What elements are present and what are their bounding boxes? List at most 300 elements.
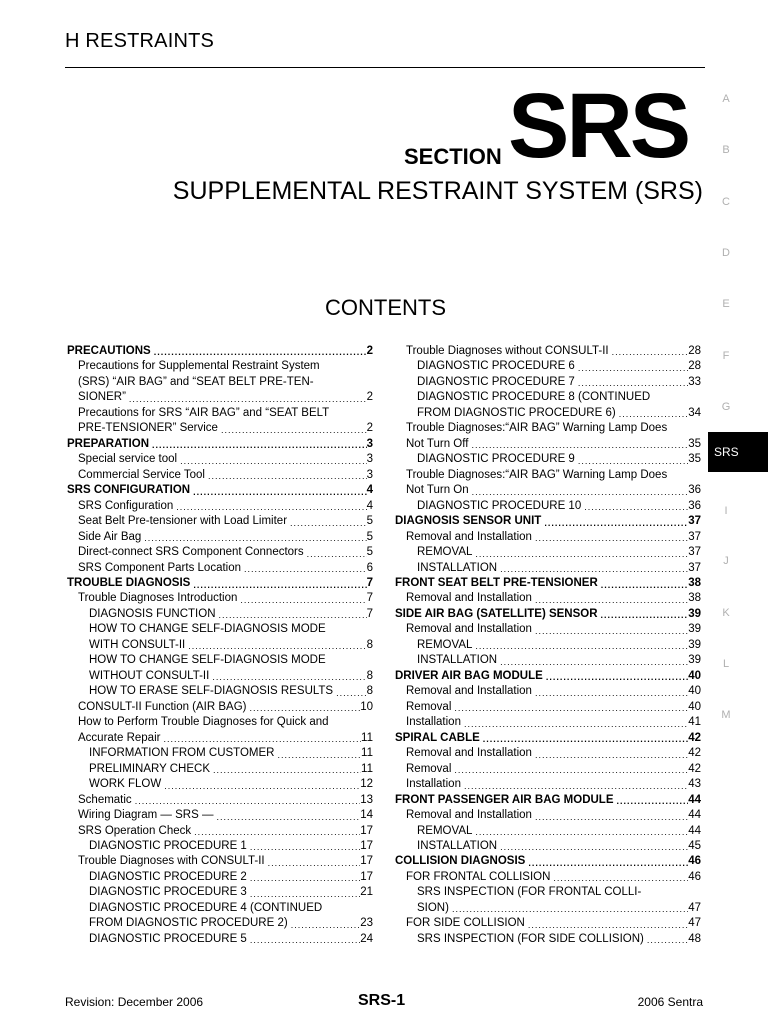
toc-entry-page: 42 bbox=[688, 731, 701, 744]
toc-entry-page: 44 bbox=[688, 809, 701, 822]
toc-entry[interactable] bbox=[67, 514, 373, 529]
toc-entry[interactable] bbox=[67, 762, 373, 777]
toc-leader-dots bbox=[614, 794, 689, 808]
toc-entry-text: Precautions for SRS “AIR BAG” and “SEAT BELT bbox=[78, 406, 330, 419]
toc-entry-text: WORK FLOW bbox=[89, 778, 162, 791]
toc-entry[interactable] bbox=[395, 421, 701, 436]
toc-entry-text: SION) bbox=[417, 901, 449, 914]
toc-leader-dots bbox=[126, 392, 367, 406]
toc-entry-page: 8 bbox=[366, 669, 373, 682]
toc-entry[interactable] bbox=[67, 530, 373, 545]
toc-entry-page: 5 bbox=[366, 546, 373, 559]
toc-entry-page: 10 bbox=[360, 700, 373, 713]
toc-entry-text: Removal and Installation bbox=[406, 592, 532, 605]
toc-entry-page: 3 bbox=[366, 468, 373, 481]
toc-leader-dots bbox=[575, 376, 688, 390]
toc-entry[interactable] bbox=[395, 746, 701, 761]
toc-leader-dots bbox=[532, 624, 688, 638]
toc-entry-text: Removal bbox=[406, 700, 452, 713]
toc-entry-text: HOW TO ERASE SELF-DIAGNOSIS RESULTS bbox=[89, 685, 334, 698]
toc-leader-dots bbox=[581, 500, 688, 514]
toc-entry-text: Not Turn On bbox=[406, 484, 469, 497]
contents-title: CONTENTS bbox=[325, 295, 446, 320]
toc-leader-dots bbox=[191, 825, 360, 839]
toc-entry[interactable] bbox=[67, 793, 373, 808]
toc-leader-dots bbox=[247, 840, 360, 854]
toc-entry-page: 45 bbox=[688, 839, 701, 852]
toc-entry[interactable] bbox=[395, 793, 701, 808]
toc-entry-text: Wiring Diagram — SRS — bbox=[78, 809, 214, 822]
toc-entry[interactable] bbox=[67, 607, 373, 622]
toc-leader-dots bbox=[213, 810, 360, 824]
side-index-tab-m[interactable]: M bbox=[721, 709, 731, 721]
side-index-tab-c[interactable]: C bbox=[722, 196, 730, 208]
toc-entry[interactable] bbox=[67, 545, 373, 560]
toc-entry-page: 38 bbox=[688, 592, 701, 605]
toc-entry[interactable] bbox=[395, 468, 701, 483]
toc-entry-text: How to Perform Trouble Diagnoses for Quick and bbox=[78, 716, 329, 729]
toc-entry[interactable] bbox=[67, 622, 373, 637]
toc-entry-text: SIONER” bbox=[78, 391, 126, 404]
toc-entry-text: REMOVAL bbox=[417, 824, 473, 837]
toc-entry-text: Removal bbox=[406, 762, 452, 775]
toc-entry[interactable] bbox=[67, 731, 373, 746]
toc-entry-text: SPIRAL CABLE bbox=[395, 731, 480, 744]
toc-entry-page: 35 bbox=[688, 453, 701, 466]
toc-entry[interactable] bbox=[395, 390, 701, 405]
toc-entry[interactable] bbox=[395, 777, 701, 792]
toc-entry[interactable] bbox=[395, 452, 701, 467]
toc-leader-dots bbox=[575, 361, 688, 375]
toc-entry[interactable] bbox=[395, 499, 701, 514]
toc-entry-text: Installation bbox=[406, 716, 461, 729]
toc-entry-page: 35 bbox=[688, 437, 701, 450]
toc-leader-dots bbox=[616, 407, 688, 421]
toc-entry[interactable] bbox=[395, 870, 701, 885]
toc-entry-page: 34 bbox=[688, 406, 701, 419]
header-rule bbox=[65, 67, 705, 68]
toc-leader-dots bbox=[210, 763, 361, 777]
toc-entry-page: 44 bbox=[688, 824, 701, 837]
toc-entry-page: 4 bbox=[366, 499, 373, 512]
toc-entry[interactable] bbox=[67, 916, 373, 931]
toc-entry-page: 3 bbox=[366, 453, 373, 466]
toc-entry-text: DIAGNOSTIC PROCEDURE 2 bbox=[89, 870, 247, 883]
toc-entry-page: 2 bbox=[366, 422, 373, 435]
toc-entry-page: 47 bbox=[688, 917, 701, 930]
toc-entry-page: 33 bbox=[688, 375, 701, 388]
toc-entry-text: (SRS) “AIR BAG” and “SEAT BELT PRE-TEN- bbox=[78, 375, 314, 388]
toc-entry[interactable] bbox=[395, 514, 701, 529]
toc-entry-page: 5 bbox=[366, 515, 373, 528]
toc-leader-dots bbox=[177, 454, 367, 468]
toc-entry[interactable] bbox=[67, 499, 373, 514]
toc-entry-page: 47 bbox=[688, 901, 701, 914]
toc-entry-page: 40 bbox=[688, 700, 701, 713]
toc-entry-page: 28 bbox=[688, 344, 701, 357]
toc-entry-page: 36 bbox=[688, 484, 701, 497]
toc-entry[interactable] bbox=[67, 359, 373, 374]
section-word: SECTION bbox=[404, 144, 502, 169]
toc-entry[interactable] bbox=[67, 715, 373, 730]
toc-entry[interactable] bbox=[67, 468, 373, 483]
toc-entry-page: 37 bbox=[688, 561, 701, 574]
toc-entry[interactable] bbox=[395, 638, 701, 653]
toc-entry-text: DIAGNOSTIC PROCEDURE 4 (CONTINUED bbox=[89, 901, 323, 914]
toc-entry-text: FOR SIDE COLLISION bbox=[406, 917, 525, 930]
toc-entry-text: CONSULT-II Function (AIR BAG) bbox=[78, 700, 247, 713]
toc-entry-text: Commercial Service Tool bbox=[78, 468, 205, 481]
toc-entry-text: INSTALLATION bbox=[417, 561, 498, 574]
toc-leader-dots bbox=[247, 887, 360, 901]
toc-entry-page: 44 bbox=[688, 793, 701, 806]
toc-entry[interactable] bbox=[395, 731, 701, 746]
toc-entry-text: TROUBLE DIAGNOSIS bbox=[67, 577, 191, 590]
header-title: H RESTRAINTS bbox=[65, 30, 215, 52]
toc-leader-dots bbox=[151, 345, 367, 359]
toc-entry[interactable] bbox=[395, 483, 701, 498]
toc-entry[interactable] bbox=[67, 808, 373, 823]
toc-leader-dots bbox=[304, 547, 367, 561]
toc-entry-page: 39 bbox=[688, 654, 701, 667]
toc-entry-page: 41 bbox=[688, 716, 701, 729]
footer-revision: Revision: December 2006 bbox=[65, 995, 204, 1009]
toc-leader-dots bbox=[532, 593, 688, 607]
side-index-tab-e[interactable]: E bbox=[722, 298, 730, 310]
toc-entry-text: SIDE AIR BAG (SATELLITE) SENSOR bbox=[395, 607, 598, 620]
toc-entry[interactable] bbox=[395, 932, 701, 947]
toc-entry[interactable] bbox=[395, 684, 701, 699]
toc-entry-page: 37 bbox=[688, 530, 701, 543]
toc-leader-dots bbox=[644, 933, 688, 947]
toc-leader-dots bbox=[173, 500, 366, 514]
toc-entry-text: INSTALLATION bbox=[417, 654, 498, 667]
toc-entry[interactable] bbox=[395, 622, 701, 637]
toc-entry-text: DIAGNOSTIC PROCEDURE 6 bbox=[417, 360, 575, 373]
toc-entry-text: DRIVER AIR BAG MODULE bbox=[395, 669, 543, 682]
toc-leader-dots bbox=[265, 856, 361, 870]
toc-entry-text: Installation bbox=[406, 778, 461, 791]
toc-entry[interactable] bbox=[67, 638, 373, 653]
toc-entry[interactable] bbox=[67, 824, 373, 839]
toc-entry[interactable] bbox=[67, 421, 373, 436]
toc-entry-text: DIAGNOSIS SENSOR UNIT bbox=[395, 515, 542, 528]
toc-entry-text: Removal and Installation bbox=[406, 747, 532, 760]
toc-entry[interactable] bbox=[395, 669, 701, 684]
toc-leader-dots bbox=[451, 763, 688, 777]
toc-entry-page: 43 bbox=[688, 778, 701, 791]
toc-leader-dots bbox=[209, 670, 366, 684]
toc-entry[interactable] bbox=[395, 700, 701, 715]
toc-leader-dots bbox=[532, 810, 688, 824]
toc-leader-dots bbox=[190, 485, 367, 499]
toc-leader-dots bbox=[241, 562, 367, 576]
toc-leader-dots bbox=[333, 686, 366, 700]
toc-entry[interactable] bbox=[67, 700, 373, 715]
toc-entry-page: 6 bbox=[366, 561, 373, 574]
toc-entry-text: HOW TO CHANGE SELF-DIAGNOSIS MODE bbox=[89, 654, 326, 667]
toc-entry[interactable] bbox=[67, 854, 373, 869]
toc-entry-text: COLLISION DIAGNOSIS bbox=[395, 855, 526, 868]
toc-entry[interactable] bbox=[395, 916, 701, 931]
toc-entry-page: 40 bbox=[688, 685, 701, 698]
side-index-tab-a[interactable]: A bbox=[722, 93, 730, 105]
side-index-tab-k[interactable]: K bbox=[722, 607, 730, 619]
toc-entry-page: 42 bbox=[688, 747, 701, 760]
toc-entry-text: DIAGNOSTIC PROCEDURE 7 bbox=[417, 375, 575, 388]
toc-entry-text: Special service tool bbox=[78, 453, 178, 466]
toc-leader-dots bbox=[609, 345, 689, 359]
toc-leader-dots bbox=[218, 423, 367, 437]
toc-entry[interactable] bbox=[395, 576, 701, 591]
toc-entry-text: DIAGNOSTIC PROCEDURE 1 bbox=[89, 839, 247, 852]
toc-leader-dots bbox=[598, 608, 689, 622]
toc-entry-page: 14 bbox=[360, 809, 373, 822]
toc-leader-dots bbox=[237, 593, 366, 607]
toc-leader-dots bbox=[468, 438, 688, 452]
toc-entry[interactable] bbox=[67, 684, 373, 699]
toc-leader-dots bbox=[461, 717, 688, 731]
toc-entry-page: 39 bbox=[688, 607, 701, 620]
toc-entry[interactable] bbox=[67, 437, 373, 452]
toc-entry-text: Direct-connect SRS Component Connectors bbox=[78, 546, 304, 559]
toc-entry-text: DIAGNOSTIC PROCEDURE 8 (CONTINUED bbox=[417, 391, 651, 404]
toc-entry-page: 11 bbox=[361, 762, 373, 775]
toc-entry-text: DIAGNOSTIC PROCEDURE 3 bbox=[89, 886, 247, 899]
toc-leader-dots bbox=[161, 779, 360, 793]
toc-entry-text: SRS Component Parts Location bbox=[78, 561, 242, 574]
toc-entry[interactable] bbox=[395, 607, 701, 622]
toc-entry-page: 2 bbox=[366, 344, 373, 357]
toc-entry-text: Seat Belt Pre-tensioner with Load Limiter bbox=[78, 515, 288, 528]
toc-entry[interactable] bbox=[67, 561, 373, 576]
side-index-tab-g[interactable]: G bbox=[721, 401, 731, 413]
side-index-tab-f[interactable]: F bbox=[722, 350, 730, 362]
toc-entry-page: 8 bbox=[366, 638, 373, 651]
toc-leader-dots bbox=[541, 516, 688, 530]
toc-entry-text: WITH CONSULT-II bbox=[89, 638, 186, 651]
toc-leader-dots bbox=[550, 871, 688, 885]
toc-entry-page: 37 bbox=[688, 515, 701, 528]
toc-entry-text: PREPARATION bbox=[67, 437, 149, 450]
toc-leader-dots bbox=[216, 608, 367, 622]
toc-entry[interactable] bbox=[395, 437, 701, 452]
side-index-tab-d[interactable]: D bbox=[722, 247, 730, 259]
toc-entry-text: WITHOUT CONSULT-II bbox=[89, 669, 210, 682]
toc-entry-page: 40 bbox=[688, 669, 701, 682]
toc-entry-text: FRONT PASSENGER AIR BAG MODULE bbox=[395, 793, 614, 806]
toc-entry[interactable] bbox=[67, 592, 373, 607]
toc-entry[interactable] bbox=[395, 715, 701, 730]
toc-entry[interactable] bbox=[395, 359, 701, 374]
toc-entry-text: HOW TO CHANGE SELF-DIAGNOSIS MODE bbox=[89, 623, 326, 636]
toc-leader-dots bbox=[461, 779, 688, 793]
footer-model: 2006 Sentra bbox=[637, 995, 703, 1009]
toc-leader-dots bbox=[132, 794, 361, 808]
toc-entry[interactable] bbox=[395, 545, 701, 560]
toc-entry-page: 7 bbox=[366, 607, 373, 620]
side-index-tab-b[interactable]: B bbox=[722, 144, 730, 156]
toc-entry-page: 48 bbox=[688, 932, 701, 945]
section-code: SRS bbox=[508, 75, 689, 177]
toc-entry[interactable] bbox=[67, 653, 373, 668]
toc-entry-text: PRELIMINARY CHECK bbox=[89, 762, 210, 775]
toc-entry-page: 39 bbox=[688, 638, 701, 651]
toc-entry[interactable] bbox=[67, 901, 373, 916]
toc-leader-dots bbox=[247, 701, 361, 715]
toc-entry-text: REMOVAL bbox=[417, 546, 473, 559]
toc-entry[interactable] bbox=[67, 870, 373, 885]
toc-entry-text: FOR FRONTAL COLLISION bbox=[406, 870, 551, 883]
toc-leader-dots bbox=[497, 655, 688, 669]
toc-leader-dots bbox=[205, 469, 367, 483]
section-title: SUPPLEMENTAL RESTRAINT SYSTEM (SRS) bbox=[172, 177, 703, 205]
toc-entry-page: 39 bbox=[688, 623, 701, 636]
toc-entry[interactable] bbox=[395, 824, 701, 839]
toc-leader-dots bbox=[288, 918, 360, 932]
toc-entry-text: Trouble Diagnoses:“AIR BAG” Warning Lamp Does bbox=[406, 422, 668, 435]
toc-entry-text: Removal and Installation bbox=[406, 685, 532, 698]
toc-leader-dots bbox=[472, 639, 688, 653]
toc-entry[interactable] bbox=[67, 885, 373, 900]
toc-leader-dots bbox=[247, 933, 360, 947]
toc-entry-text: REMOVAL bbox=[417, 638, 473, 651]
toc-leader-dots bbox=[543, 670, 688, 684]
toc-entry[interactable] bbox=[67, 452, 373, 467]
toc-entry[interactable] bbox=[67, 375, 373, 390]
side-index-tab-i[interactable]: I bbox=[724, 505, 728, 517]
side-index-tab-srs[interactable]: SRS bbox=[708, 432, 768, 472]
toc-leader-dots bbox=[287, 516, 367, 530]
toc-entry[interactable] bbox=[395, 854, 701, 869]
toc-leader-dots bbox=[185, 639, 366, 653]
toc-leader-dots bbox=[451, 701, 688, 715]
toc-entry[interactable] bbox=[395, 406, 701, 421]
toc-leader-dots bbox=[532, 748, 688, 762]
toc-entry[interactable] bbox=[67, 576, 373, 591]
toc-leader-dots bbox=[149, 438, 367, 452]
footer-page-number: SRS-1 bbox=[358, 992, 406, 1009]
toc-entry[interactable] bbox=[67, 839, 373, 854]
toc-entry-text: FRONT SEAT BELT PRE-TENSIONER bbox=[395, 577, 598, 590]
toc-entry-page: 46 bbox=[688, 855, 701, 868]
toc-entry-page: 2 bbox=[366, 391, 373, 404]
side-index-tab-j[interactable]: J bbox=[723, 555, 729, 567]
toc-entry[interactable] bbox=[67, 777, 373, 792]
toc-entry-page: 42 bbox=[688, 762, 701, 775]
toc-entry[interactable] bbox=[67, 390, 373, 405]
toc-entry[interactable] bbox=[395, 375, 701, 390]
toc-entry-page: 7 bbox=[366, 592, 373, 605]
toc-entry-text: Removal and Installation bbox=[406, 530, 532, 543]
toc-leader-dots bbox=[525, 856, 688, 870]
toc-entry[interactable] bbox=[395, 762, 701, 777]
toc-leader-dots bbox=[525, 918, 688, 932]
toc-entry[interactable] bbox=[67, 406, 373, 421]
toc-entry-text: Side Air Bag bbox=[78, 530, 142, 543]
toc-leader-dots bbox=[532, 686, 688, 700]
toc-entry-text: Trouble Diagnoses Introduction bbox=[78, 592, 238, 605]
toc-entry-text: DIAGNOSTIC PROCEDURE 9 bbox=[417, 453, 575, 466]
toc-leader-dots bbox=[472, 547, 688, 561]
toc-entry[interactable] bbox=[67, 932, 373, 947]
toc-leader-dots bbox=[141, 531, 366, 545]
toc-entry-text: Not Turn Off bbox=[406, 437, 469, 450]
toc-entry-text: SRS INSPECTION (FOR FRONTAL COLLI- bbox=[417, 886, 642, 899]
toc-leader-dots bbox=[469, 485, 689, 499]
toc-entry[interactable] bbox=[67, 746, 373, 761]
toc-entry[interactable] bbox=[67, 669, 373, 684]
toc-entry-text: FROM DIAGNOSTIC PROCEDURE 6) bbox=[417, 406, 616, 419]
toc-leader-dots bbox=[247, 871, 360, 885]
toc-entry-page: 11 bbox=[361, 747, 373, 760]
toc-entry-page: 37 bbox=[688, 546, 701, 559]
side-index bbox=[708, 0, 768, 1024]
toc-entry-text: DIAGNOSTIC PROCEDURE 5 bbox=[89, 932, 247, 945]
toc-entry-page: 17 bbox=[360, 839, 373, 852]
toc-entry-text: DIAGNOSIS FUNCTION bbox=[89, 607, 216, 620]
toc-entry[interactable] bbox=[395, 653, 701, 668]
toc-leader-dots bbox=[190, 578, 366, 592]
toc-entry-page: 17 bbox=[360, 855, 373, 868]
toc-entry-page: 8 bbox=[366, 685, 373, 698]
side-index-tab-l[interactable]: L bbox=[722, 658, 730, 670]
toc-entry-page: 12 bbox=[360, 778, 373, 791]
toc-leader-dots bbox=[449, 902, 688, 916]
toc-entry-page: 13 bbox=[360, 793, 373, 806]
toc-entry-text: DIAGNOSTIC PROCEDURE 10 bbox=[417, 499, 582, 512]
toc-entry-page: 46 bbox=[688, 870, 701, 883]
toc-right-column bbox=[395, 344, 701, 947]
toc-entry[interactable] bbox=[395, 885, 701, 900]
toc-leader-dots bbox=[160, 732, 361, 746]
toc-entry[interactable] bbox=[395, 592, 701, 607]
toc-entry[interactable] bbox=[395, 530, 701, 545]
toc-entry-text: SRS CONFIGURATION bbox=[67, 484, 191, 497]
toc-leader-dots bbox=[472, 825, 688, 839]
toc-entry-page: 24 bbox=[360, 932, 373, 945]
toc-entry-text: Removal and Installation bbox=[406, 623, 532, 636]
toc-entry[interactable] bbox=[395, 901, 701, 916]
toc-entry-page: 17 bbox=[360, 824, 373, 837]
toc-entry-text: PRE-TENSIONER” Service bbox=[78, 422, 218, 435]
toc-entry-page: 11 bbox=[361, 731, 373, 744]
toc-entry-text: Schematic bbox=[78, 793, 132, 806]
toc-entry[interactable] bbox=[395, 808, 701, 823]
toc-entry-text: SRS Configuration bbox=[78, 499, 174, 512]
toc-entry-text: INFORMATION FROM CUSTOMER bbox=[89, 747, 275, 760]
toc-leader-dots bbox=[532, 531, 688, 545]
toc-entry[interactable] bbox=[395, 344, 701, 359]
toc-leader-dots bbox=[497, 840, 688, 854]
toc-leader-dots bbox=[497, 562, 688, 576]
toc-entry-text: SRS Operation Check bbox=[78, 824, 192, 837]
toc-entry-text: Trouble Diagnoses:“AIR BAG” Warning Lamp Does bbox=[406, 468, 668, 481]
toc-entry-text: Trouble Diagnoses without CONSULT-II bbox=[406, 344, 609, 357]
toc-entry-text: SRS INSPECTION (FOR SIDE COLLISION) bbox=[417, 932, 644, 945]
toc-entry-page: 4 bbox=[366, 484, 373, 497]
toc-entry-page: 17 bbox=[360, 870, 373, 883]
toc-entry-page: 36 bbox=[688, 499, 701, 512]
toc-entry[interactable] bbox=[67, 344, 373, 359]
toc-leader-dots bbox=[598, 578, 688, 592]
toc-entry[interactable] bbox=[395, 561, 701, 576]
toc-entry-page: 7 bbox=[366, 577, 373, 590]
toc-entry[interactable] bbox=[67, 483, 373, 498]
toc-entry[interactable] bbox=[395, 839, 701, 854]
toc-entry-page: 38 bbox=[688, 577, 701, 590]
toc-leader-dots bbox=[575, 454, 688, 468]
